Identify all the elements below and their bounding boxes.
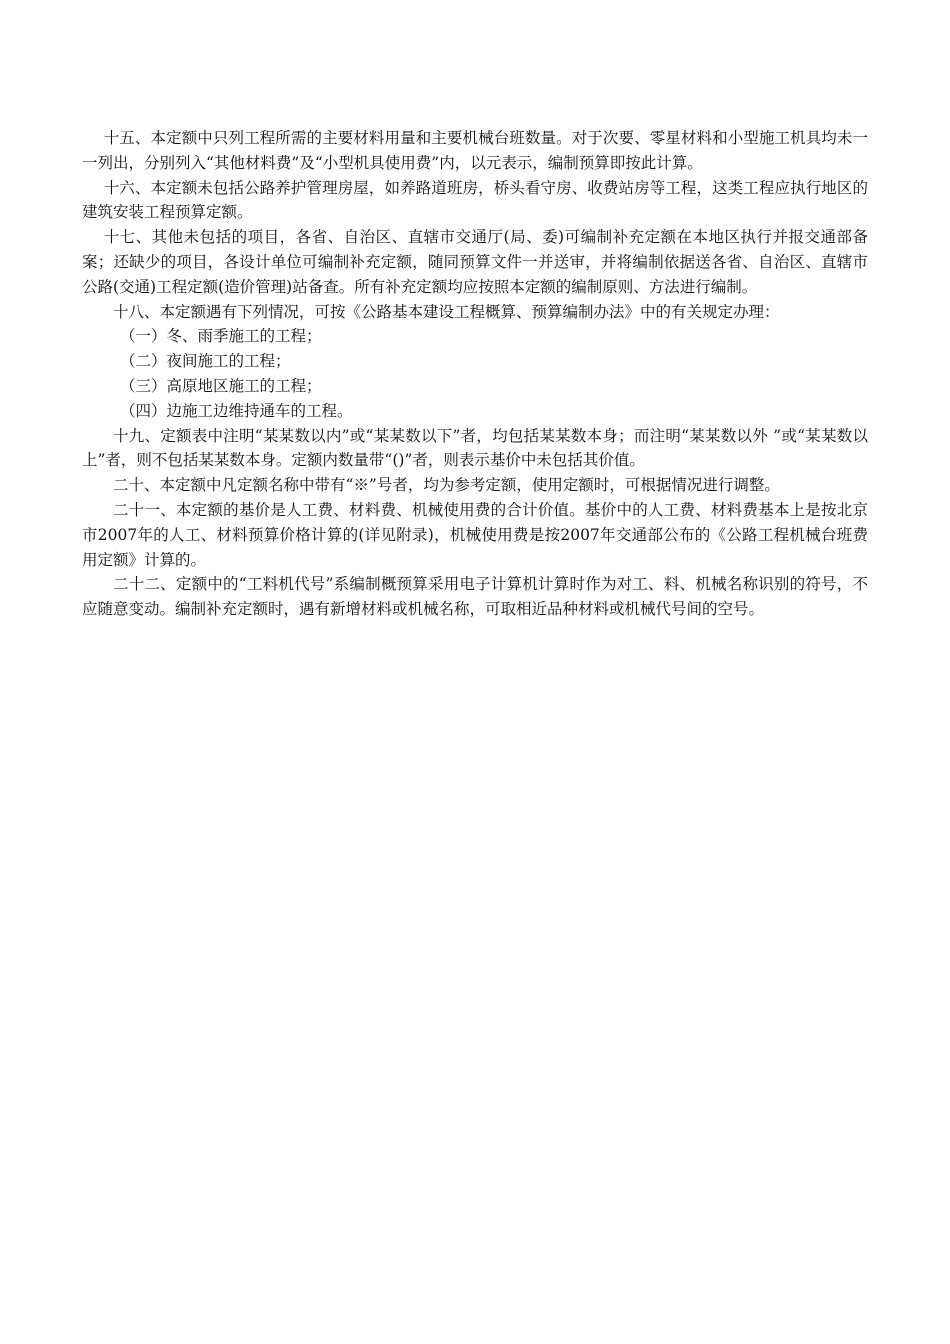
paragraph-15: 十五、本定额中只列工程所需的主要材料用量和主要机械台班数量。对于次要、零星材料和小型施工机具均未一一列出，分别列入“其他材料费”及“小型机具使用费”内，以元表示，编制预算即按此计算。 bbox=[82, 129, 868, 172]
paragraph-20: 二十、本定额中凡定额名称中带有“※”号者，均为参考定额，使用定额时，可根据情况进行调整。 bbox=[113, 476, 780, 495]
list-item-2: （二）夜间施工的工程； bbox=[120, 352, 291, 371]
list-item-1: （一）冬、雨季施工的工程； bbox=[120, 327, 322, 346]
paragraph-19: 十九、定额表中注明“某某数以内”或“某某数以下”者，均包括某某数本身；而注明“某某数以外 ”或“某某数以上”者，则不包括某某数本身。定额内数量带“()”者，则表示基价中未包括其价值。 bbox=[82, 426, 868, 470]
paragraph-22: 二十二、定额中的“工料机代号”系编制概预算采用电子计算机计算时作为对工、料、机械名称识别的符号，不应随意变动。编制补充定额时，遇有新增材料或机械名称，可取相近品种材料或机械代号间的空号。 bbox=[82, 575, 868, 619]
paragraph-18: 十八、本定额遇有下列情况，可按《公路基本建设工程概算、预算编制办法》中的有关规定办理： bbox=[113, 302, 780, 321]
document-body bbox=[82, 126, 868, 622]
paragraph-17: 十七、其他未包括的项目，各省、自治区、直辖市交通厅(局、委)可编制补充定额在本地区执行并报交通部备案；还缺少的项目，各设计单位可编制补充定额，随同预算文件一并送审，并将编制依据送各省、自治区、直辖市公路(交通)工程定额(造价管理)站备查。所有补充定额均应按照本定额的编制原则、方法进行编制。 bbox=[82, 228, 868, 296]
list-item-4: （四）边施工边维持通车的工程。 bbox=[120, 401, 353, 420]
paragraph-21: 二十一、本定额的基价是人工费、材料费、机械使用费的合计价值。基价中的人工费、材料费基本上是按北京市2007年的人工、材料预算价格计算的(详见附录)，机械使用费是按2007年交通部公布的《公路工程机械台班费用定额》计算的。 bbox=[82, 500, 868, 569]
list-item-3: （三）高原地区施工的工程； bbox=[120, 376, 322, 395]
paragraph-16: 十六、本定额未包括公路养护管理房屋，如养路道班房，桥头看守房、收费站房等工程，这类工程应执行地区的建筑安装工程预算定额。 bbox=[82, 178, 868, 222]
